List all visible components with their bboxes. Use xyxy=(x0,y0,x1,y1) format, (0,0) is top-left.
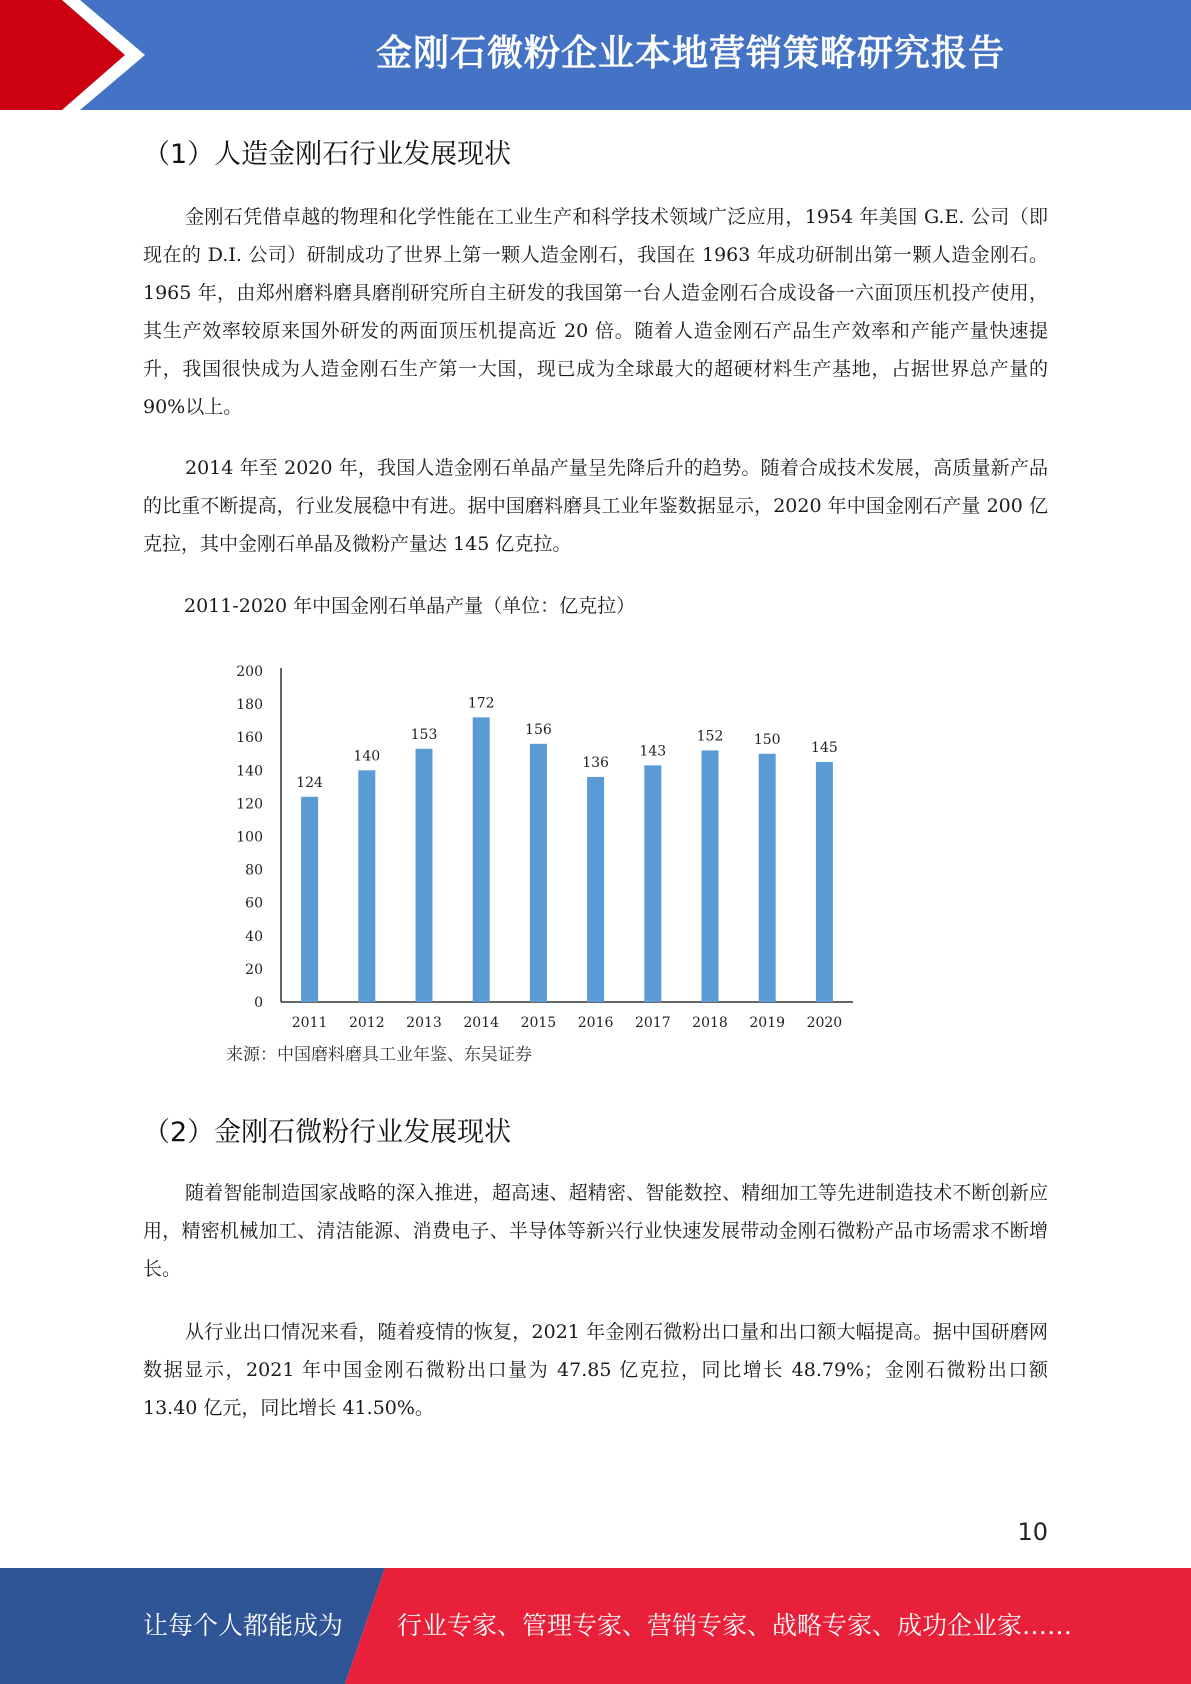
bar-chart xyxy=(210,650,870,1070)
paragraph-3: 随着智能制造国家战略的深入推进，超高速、超精密、智能数控、精细加工等先进制造技术不断创新应用，精密机械加工、清洁能源、消费电子、半导体等新兴行业快速发展带动金刚石微粉产品市场需求不断增长。 xyxy=(143,1182,1048,1280)
bar xyxy=(358,770,375,1002)
paragraph-2: 2014 年至 2020 年，我国人造金刚石单晶产量呈先降后升的趋势。随着合成技术发展，高质量新产品的比重不断提高，行业发展稳中有进。据中国磨料磨具工业年鉴数据显示，2020 年中国金刚石产量 200 亿克拉，其中金刚石单晶及微粉产量达 145 亿克拉。 xyxy=(143,457,1048,555)
y-tick-label: 80 xyxy=(245,862,263,879)
bar-data-label: 156 xyxy=(525,721,552,738)
y-tick-label: 40 xyxy=(245,928,263,945)
bar xyxy=(644,765,661,1002)
section-heading-1: （1）人造金刚石行业发展现状 xyxy=(143,139,512,170)
y-tick-label: 160 xyxy=(236,730,263,747)
page-number: 10 xyxy=(1017,1518,1048,1546)
bar xyxy=(816,762,833,1002)
chart-source: 来源：中国磨料磨具工业年鉴、东吴证券 xyxy=(226,1045,532,1065)
bar xyxy=(416,749,433,1002)
x-tick-label: 2011 xyxy=(291,1015,328,1031)
x-tick-label: 2014 xyxy=(463,1015,500,1031)
y-tick-label: 100 xyxy=(236,829,263,846)
footer-banner xyxy=(0,1568,1191,1684)
paragraph-4: 从行业出口情况来看，随着疫情的恢复，2021 年金刚石微粉出口量和出口额大幅提高。据中国研磨网数据显示，2021 年中国金刚石微粉出口量为 47.85 亿克拉，同比增长 48.79%；金刚石微粉出口额 13.40 亿元，同比增长 41.50%。 xyxy=(143,1321,1048,1419)
chart-caption: 2011-2020 年中国金刚石单晶产量（单位：亿克拉） xyxy=(184,595,636,617)
bar-data-label: 152 xyxy=(696,728,724,745)
header-banner xyxy=(0,0,1191,110)
bar-data-label: 140 xyxy=(353,748,381,765)
bar-data-label: 143 xyxy=(639,743,667,760)
bar-data-label: 124 xyxy=(296,774,323,791)
footer-slogan-right: 行业专家、管理专家、营销专家、战略专家、成功企业家…… xyxy=(397,1611,1073,1640)
y-tick-label: 120 xyxy=(236,796,263,813)
footer-slogan-left: 让每个人都能成为 xyxy=(143,1611,344,1640)
y-tick-label: 20 xyxy=(245,961,263,978)
bar xyxy=(473,717,490,1002)
x-tick-label: 2012 xyxy=(348,1015,385,1031)
bar-chart-svg xyxy=(210,650,870,1070)
y-tick-label: 0 xyxy=(254,995,263,1011)
bar-data-label: 153 xyxy=(410,726,438,743)
bar xyxy=(301,797,318,1002)
bar xyxy=(702,750,719,1002)
y-tick-label: 180 xyxy=(236,697,263,714)
bar-data-label: 150 xyxy=(753,731,781,748)
y-tick-label: 60 xyxy=(245,895,263,912)
report-title: 金刚石微粉企业本地营销策略研究报告 xyxy=(375,33,1005,74)
bar-data-label: 136 xyxy=(582,754,609,771)
section-heading-2: （2）金刚石微粉行业发展现状 xyxy=(143,1117,512,1148)
x-tick-label: 2015 xyxy=(520,1015,557,1031)
y-tick-label: 140 xyxy=(236,763,263,780)
bar xyxy=(530,744,547,1002)
bar-data-label: 172 xyxy=(467,695,495,712)
bar xyxy=(587,777,604,1002)
header-chevron-decoration xyxy=(0,0,160,110)
paragraph-1: 金刚石凭借卓越的物理和化学性能在工业生产和科学技术领域广泛应用，1954 年美国 G.E. 公司（即现在的 D.I. 公司）研制成功了世界上第一颗人造金刚石，我国在 1963 年成功研制出第一颗人造金刚石。1965 年，由郑州磨料磨具磨削研究所自主研发的我国第一台人造金刚石合成设备一六面顶压机投产使用，其生产效率较原来国外研发的两面顶压机提高近 20 倍。随着人造金刚石产品生产效率和产能产量快速提升，我国很快成为人造金刚石生产第一大国，现已成为全球最大的超硬材料生产基地，占据世界总产量的 90%以上。 xyxy=(143,206,1048,418)
x-tick-label: 2017 xyxy=(634,1015,671,1031)
x-tick-label: 2019 xyxy=(749,1015,786,1031)
y-tick-label: 200 xyxy=(236,664,263,680)
x-tick-label: 2013 xyxy=(406,1015,442,1031)
x-tick-label: 2018 xyxy=(692,1015,728,1031)
x-tick-label: 2020 xyxy=(806,1015,843,1031)
bar-data-label: 145 xyxy=(811,740,838,757)
bar xyxy=(759,754,776,1002)
x-tick-label: 2016 xyxy=(577,1015,614,1031)
